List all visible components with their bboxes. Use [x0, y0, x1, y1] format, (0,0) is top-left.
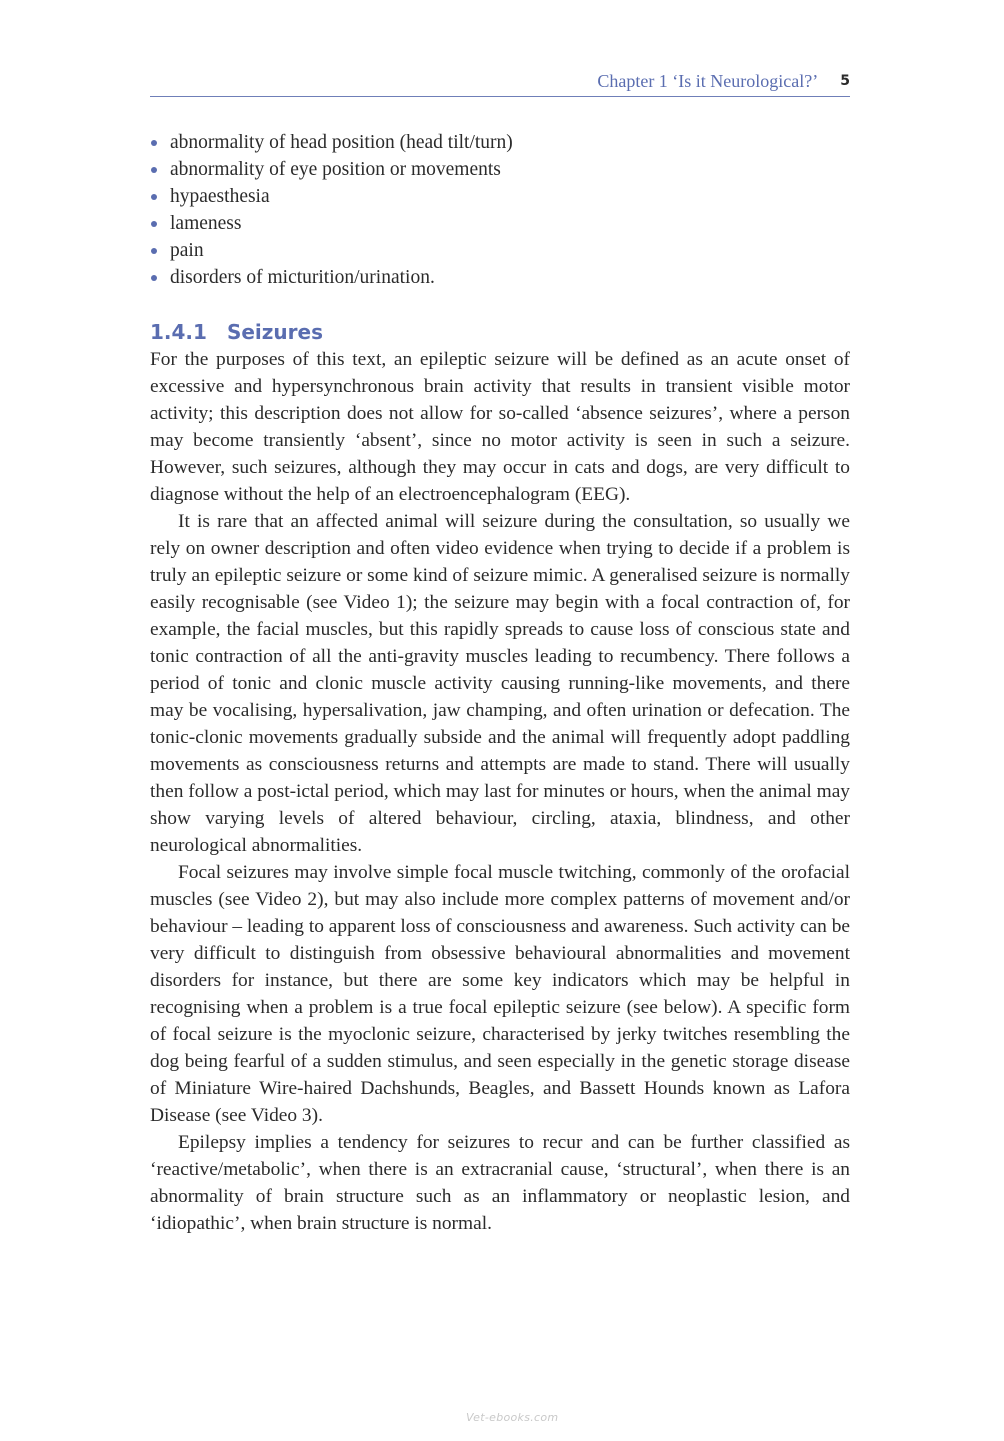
list-item-text: hypaesthesia	[170, 186, 270, 207]
list-item-text: disorders of micturition/urination.	[170, 267, 435, 288]
bullet-list	[150, 129, 850, 291]
list-item	[150, 156, 850, 183]
bullet-icon	[151, 140, 157, 146]
paragraph: Epilepsy implies a tendency for seizures to recur and can be further classified as ‘reactive/metabolic’, when there is an extracranial cause, ‘structural’, when there is an abnormality of brain structure such as an inflammatory or neoplastic lesion, and ‘idiopathic’, when brain structure is normal.	[150, 1132, 850, 1234]
page-number: 5	[840, 73, 850, 89]
bullet-icon	[151, 248, 157, 254]
watermark-logo: Vet-ebooks.com	[466, 1411, 559, 1424]
paragraph: For the purposes of this text, an epileptic seizure will be defined as an acute onset of excessive and hypersynchronous brain activity that results in transient visible motor activity; this description does not allow for so-called ‘absence seizures’, where a person may become transiently ‘absent’, since no motor activity is seen in such a seizure. However, such seizures, although they may occur in cats and dogs, are very difficult to diagnose without the help of an electroencephalogram (EEG).	[150, 349, 850, 505]
list-item	[150, 183, 850, 210]
paragraph: It is rare that an affected animal will seizure during the consultation, so usually we rely on owner description and often video evidence when trying to decide if a problem is truly an epileptic seizure or some kind of seizure mimic. A generalised seizure is normally easily recognisable (see Video 1); the seizure may begin with a focal contraction of, for example, the facial muscles, but this rapidly spreads to cause loss of conscious state and tonic contraction of all the anti-gravity muscles leading to recumbency. There follows a period of tonic and clonic muscle activity causing running-like movements, and there may be vocalising, hypersalivation, jaw champing, and often urination or defecation. The tonic-clonic movements gradually subside and the animal will frequently adopt paddling movements as consciousness returns and attempts are made to stand. There will usually then follow a post-ictal period, which may last for minutes or hours, when the animal may show varying levels of altered behaviour, circling, ataxia, blindness, and other neurological abnormalities.	[150, 511, 850, 856]
list-item-text: abnormality of eye position or movements	[170, 159, 501, 180]
list-item	[150, 210, 850, 237]
section-number: 1.4.1	[150, 320, 207, 344]
list-item	[150, 237, 850, 264]
body-text	[150, 346, 850, 1237]
chapter-title: Chapter 1 ‘Is it Neurological?’	[597, 71, 819, 91]
section-heading	[150, 318, 323, 346]
section-title: Seizures	[226, 320, 323, 344]
bullet-icon	[151, 167, 157, 173]
list-item	[150, 129, 850, 156]
list-item	[150, 264, 850, 291]
running-head	[150, 70, 850, 97]
bullet-icon	[151, 275, 157, 281]
bullet-icon	[151, 194, 157, 200]
list-item-text: lameness	[170, 213, 242, 234]
paragraph: Focal seizures may involve simple focal muscle twitching, commonly of the orofacial muscles (see Video 2), but may also include more complex patterns of movement and/or behaviour – leading to apparent loss of consciousness and awareness. Such activity can be very difficult to distinguish from obsessive behavioural abnormalities and movement disorders for instance, but there are some key indicators which may be helpful in recognising when a problem is a true focal epileptic seizure (see below). A specific form of focal seizure is the myoclonic seizure, characterised by jerky twitches resembling the dog being fearful of a sudden stimulus, and seen especially in the genetic storage disease of Miniature Wire-haired Dachshunds, Beagles, and Bassett Hounds known as Lafora Disease (see Video 3).	[150, 862, 851, 1126]
list-item-text: abnormality of head position (head tilt/turn)	[170, 132, 513, 153]
bullet-icon	[151, 221, 157, 227]
list-item-text: pain	[170, 240, 204, 261]
